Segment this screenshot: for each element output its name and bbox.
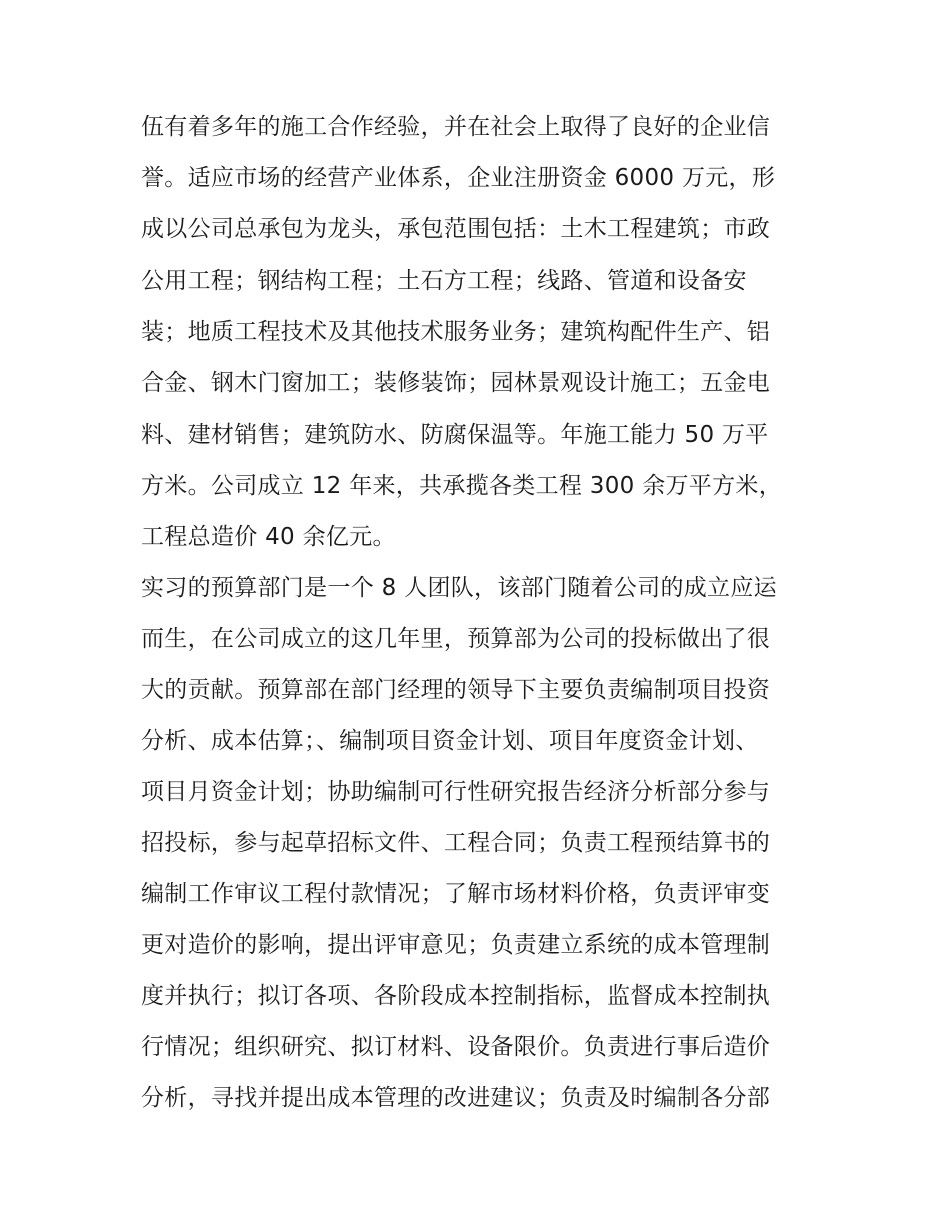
text-line: 编制工作审议工程付款情况；了解市场材料价格，负责评审变 xyxy=(141,881,771,907)
text-line: 成以公司总承包为龙头，承包范围包括：土木工程建筑；市政 xyxy=(141,216,771,242)
text-line: 装；地质工程技术及其他技术服务业务；建筑构配件生产、铝 xyxy=(141,319,771,345)
text-line: 料、建材销售；建筑防水、防腐保温等。年施工能力 50 万平 xyxy=(141,422,769,448)
text-line: 分析、成本估算；、编制项目资金计划、项目年度资金计划、 xyxy=(141,728,759,754)
text-line: 招投标，参与起草招标文件、工程合同；负责工程预结算书的 xyxy=(141,830,771,856)
text-line: 公用工程；钢结构工程；土石方工程；线路、管道和设备安 xyxy=(141,268,747,294)
text-line: 分析，寻找并提出成本管理的改进建议；负责及时编制各分部 xyxy=(141,1085,771,1111)
text-line: 伍有着多年的施工合作经验，并在社会上取得了良好的企业信 xyxy=(141,114,771,140)
text-line: 大的贡献。预算部在部门经理的领导下主要负责编制项目投资 xyxy=(141,677,771,703)
text-line: 度并执行；拟订各项、各阶段成本控制指标，监督成本控制执 xyxy=(141,983,771,1009)
text-line: 更对造价的影响，提出评审意见；负责建立系统的成本管理制 xyxy=(141,932,771,958)
text-line: 项目月资金计划；协助编制可行性研究报告经济分析部分参与 xyxy=(141,779,771,805)
text-line: 而生，在公司成立的这几年里，预算部为公司的投标做出了很 xyxy=(141,626,771,652)
text-line: 工程总造价 40 余亿元。 xyxy=(141,524,396,550)
text-line: 合金、钢木门窗加工；装修装饰；园林景观设计施工；五金电 xyxy=(141,370,771,396)
text-line: 实习的预算部门是一个 8 人团队，该部门随着公司的成立应运 xyxy=(141,575,777,601)
text-line: 行情况；组织研究、拟订材料、设备限价。负责进行事后造价 xyxy=(141,1034,771,1060)
text-line: 方米。公司成立 12 年来，共承揽各类工程 300 余万平方米， xyxy=(141,473,783,499)
text-line: 誉。适应市场的经营产业体系，企业注册资金 6000 万元，形 xyxy=(141,165,776,191)
